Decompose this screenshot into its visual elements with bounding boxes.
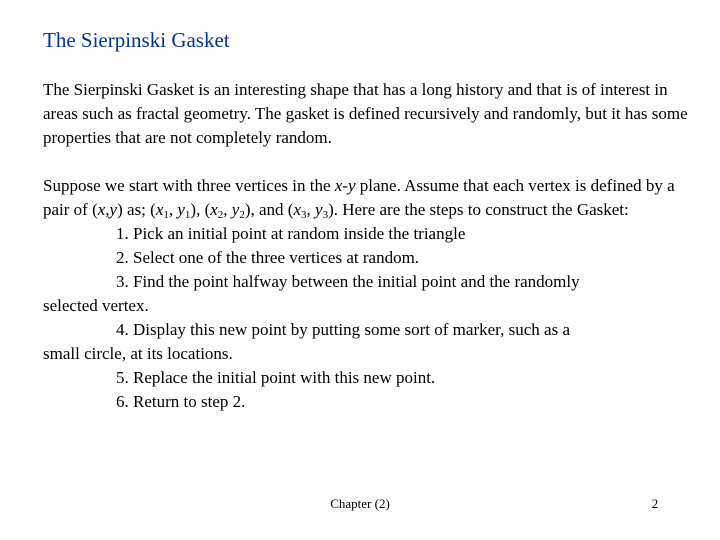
vertex1-y-sub: 1 — [184, 209, 191, 221]
step-2: 2. Select one of the three vertices at random. — [116, 248, 420, 267]
vertex2-y: y — [231, 200, 240, 219]
vertex3-y: y — [315, 200, 323, 219]
text-segment: ). Here are the steps to construct the Gasket: — [328, 200, 629, 219]
step-1: 1. Pick an initial point at random inside the triangle — [116, 224, 466, 243]
footer-page-number: 2 — [651, 496, 659, 511]
comma: , — [223, 200, 232, 219]
steps-paragraph — [43, 174, 703, 414]
vertex2-y-sub: 2 — [239, 209, 245, 221]
vertex2-x: x — [210, 200, 218, 219]
vertex3-x: x — [293, 200, 302, 219]
step-4: 4. Display this new point by putting some sort of marker, such as a — [116, 320, 571, 339]
text-segment: ), and ( — [244, 200, 294, 219]
text-segment: plane. Assume that each vertex is defined by a pair of ( — [43, 176, 675, 219]
comma: , — [168, 200, 178, 219]
vertex1-x: x — [155, 200, 164, 219]
step-4-continued: small circle, at its locations. — [43, 344, 233, 363]
step-3: 3. Find the point halfway between the initial point and the randomly — [116, 272, 580, 291]
text-segment: ) as; ( — [117, 200, 156, 219]
xy-plane-term: x-y — [334, 176, 356, 195]
comma: , — [306, 200, 316, 219]
vertex1-y: y — [177, 200, 185, 219]
text-segment: Suppose we start with three vertices in the — [43, 176, 335, 195]
step-6: 6. Return to step 2. — [116, 392, 246, 411]
vertex3-y-sub: 3 — [322, 209, 329, 221]
slide-title: The Sierpinski Gasket — [43, 28, 230, 52]
vertex1-x-sub: 1 — [163, 209, 169, 221]
step-3-continued: selected vertex. — [43, 296, 149, 315]
pair-term: x,y — [97, 200, 118, 219]
step-5: 5. Replace the initial point with this new point. — [116, 368, 436, 387]
vertex2-x-sub: 2 — [217, 209, 224, 221]
vertex3-x-sub: 3 — [301, 209, 307, 221]
intro-paragraph: The Sierpinski Gasket is an interesting shape that has a long history and that is of interest in areas such as fractal geometry. The gasket is defined recursively and randomly, but it has some properties that are not completely random. — [43, 80, 688, 147]
separator: ), ( — [190, 200, 211, 219]
footer-chapter: Chapter (2) — [330, 496, 390, 511]
